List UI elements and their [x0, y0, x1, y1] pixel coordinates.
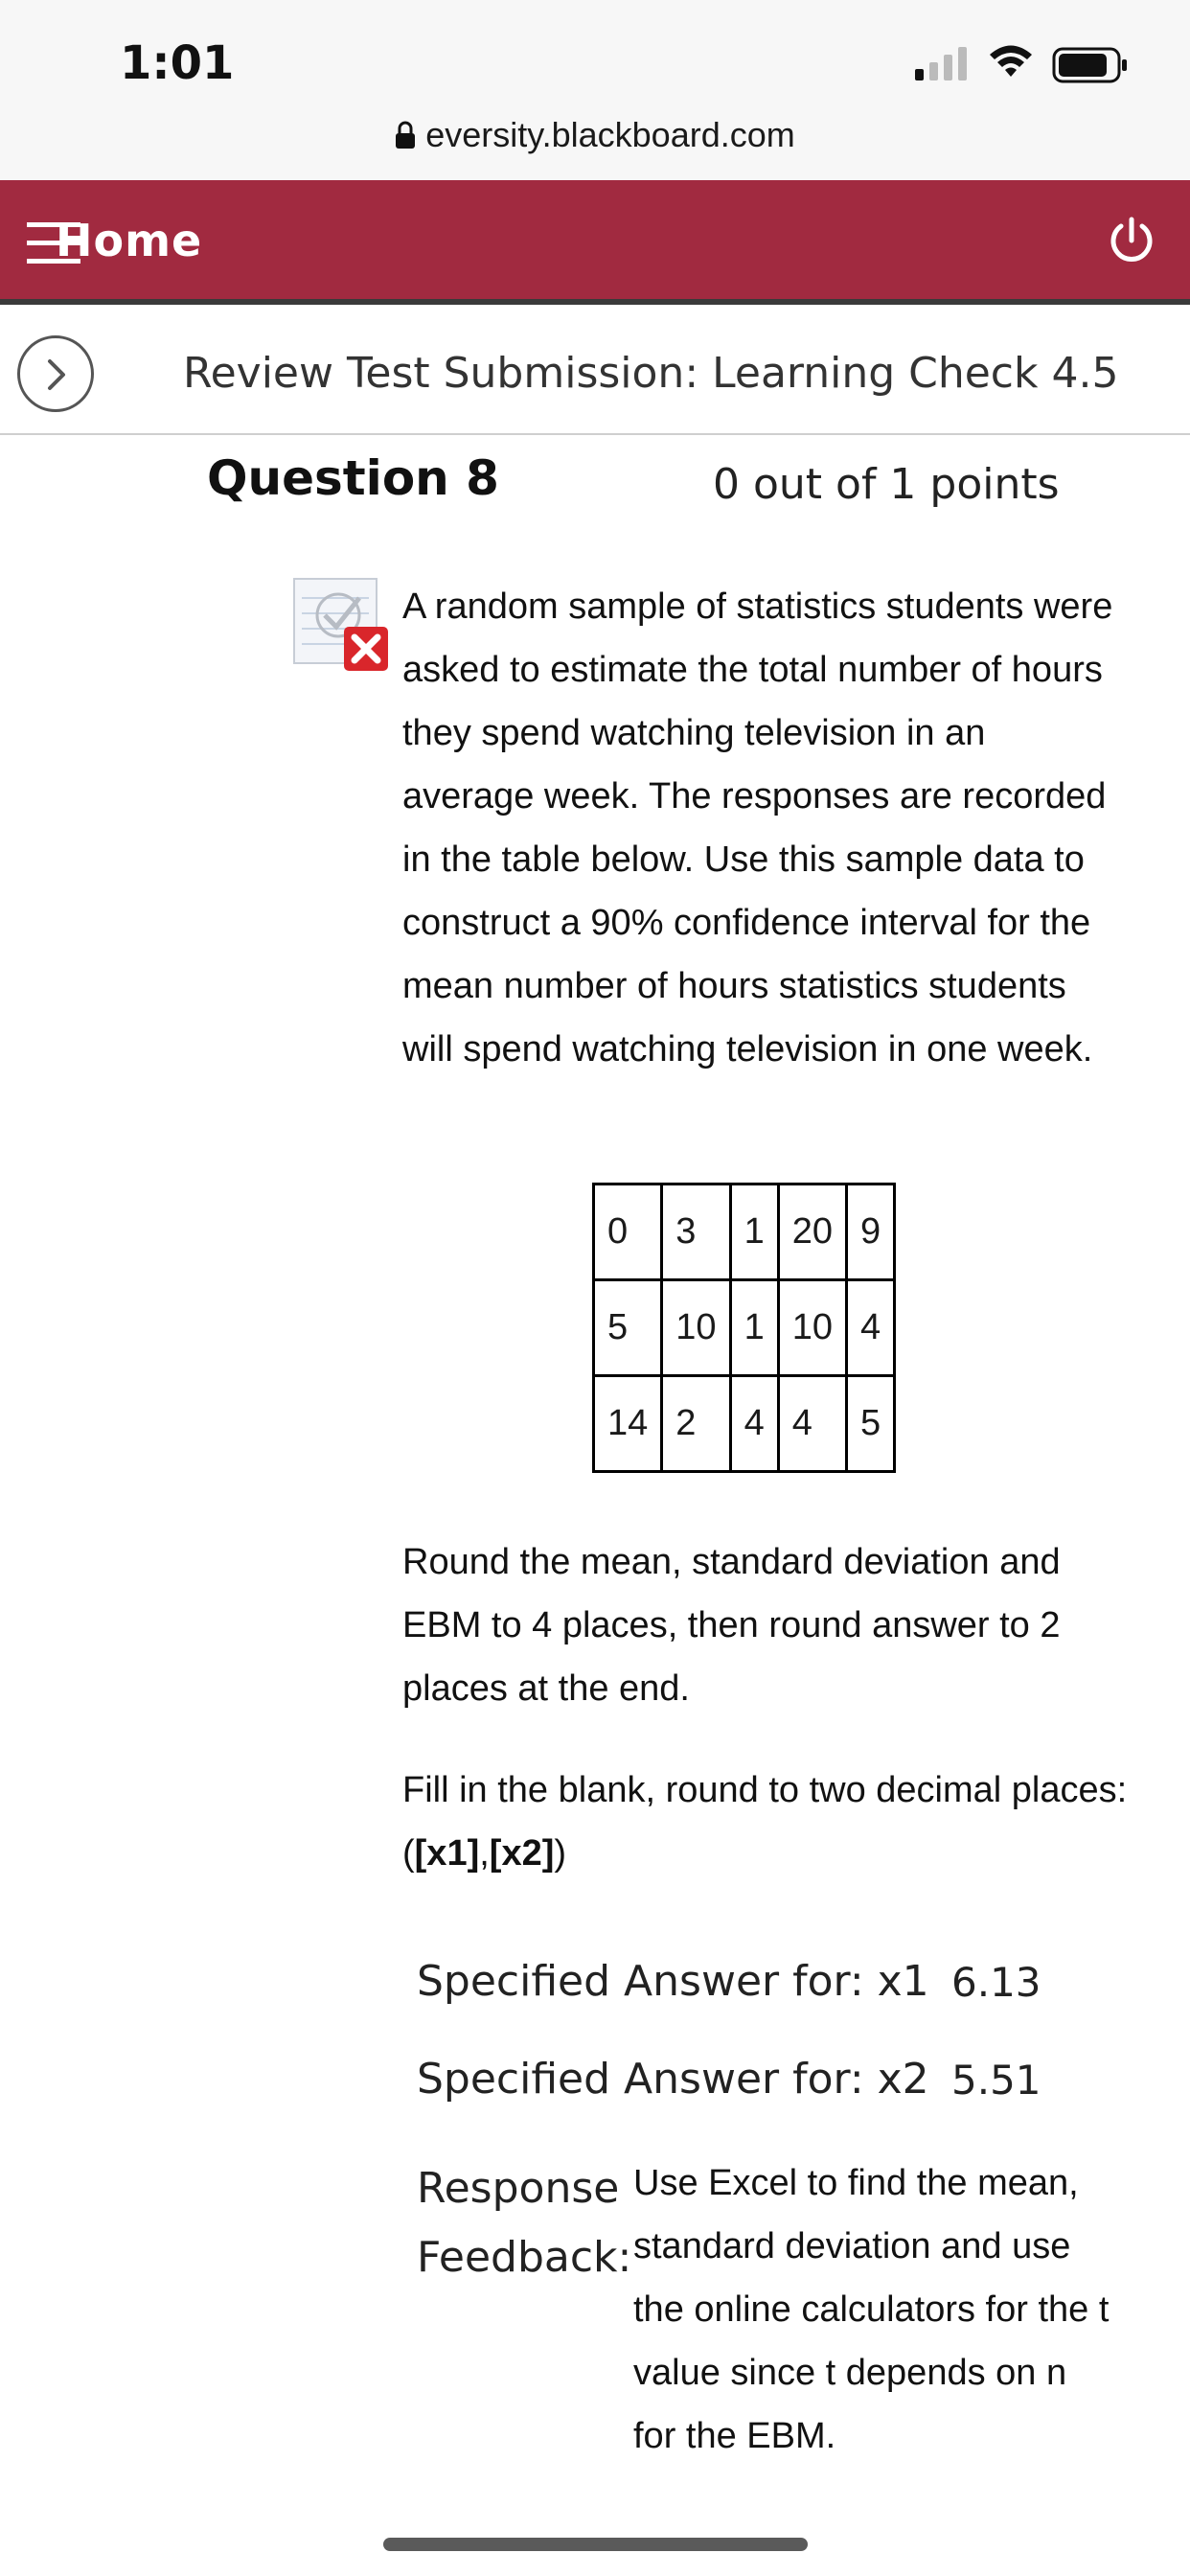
- table-cell: 4: [730, 1376, 778, 1472]
- question-title: Question 8: [207, 450, 499, 506]
- table-cell: 10: [778, 1280, 846, 1376]
- table-row: [594, 1280, 895, 1376]
- fill-prefix: Fill in the blank, round to two decimal places: (: [402, 1770, 1128, 1874]
- table-cell: 1: [730, 1280, 778, 1376]
- blank-x2-label: [x2]: [489, 1833, 555, 1874]
- feedback-label-line2: Feedback:: [417, 2233, 632, 2282]
- cellular-signal-icon: [915, 46, 969, 80]
- expand-nav-button[interactable]: [17, 335, 94, 412]
- page-titlebar: [0, 310, 1190, 435]
- table-cell: 4: [778, 1376, 846, 1472]
- question-points: 0 out of 1 points: [713, 460, 1060, 509]
- table-cell: 10: [662, 1280, 730, 1376]
- table-cell: 4: [846, 1280, 894, 1376]
- fill-comma: ,: [479, 1833, 490, 1874]
- status-time: 1:01: [120, 36, 235, 90]
- power-logout-icon[interactable]: [1106, 215, 1157, 266]
- feedback-label-line1: Response: [417, 2164, 620, 2213]
- question-text: A random sample of statistics students were asked to estimate the total number of hours they spend watching television in an average week. The responses are recorded in the table below. Use this sample data to construct a 90% confidence interval for the mean number of hours statistics students will spend watching television in one week.: [402, 586, 1113, 1070]
- answer-x2-value: 5.51: [951, 2057, 1041, 2104]
- url-text: eversity.blackboard.com: [425, 115, 795, 154]
- answer-x1-label: Specified Answer for: x1: [417, 1957, 929, 2006]
- fill-suffix: ): [554, 1833, 567, 1874]
- table-row: [594, 1376, 895, 1472]
- answer-x1-value: 6.13: [951, 1959, 1041, 2006]
- app-header: [0, 180, 1190, 305]
- incorrect-answer-icon: [292, 575, 392, 675]
- home-indicator-bar[interactable]: [383, 2538, 808, 2551]
- home-label: Home: [56, 215, 203, 266]
- table-cell: 9: [846, 1184, 894, 1280]
- blank-x1-label: [x1]: [414, 1833, 480, 1874]
- feedback-label: [417, 2154, 632, 2292]
- table-cell: 3: [662, 1184, 730, 1280]
- wifi-icon: [987, 42, 1035, 80]
- page-title: Review Test Submission: Learning Check 4.5: [183, 349, 1119, 398]
- answer-x2-label: Specified Answer for: x2: [417, 2055, 929, 2104]
- table-cell: 14: [594, 1376, 662, 1472]
- address-bar[interactable]: [0, 115, 1190, 155]
- table-cell: 1: [730, 1184, 778, 1280]
- data-table: [592, 1183, 896, 1473]
- rounding-instruction: Round the mean, standard deviation and EBM to 4 places, then round answer to 2 places at the end.: [402, 1542, 1061, 1709]
- lock-icon: [395, 121, 416, 150]
- fill-in-instruction: [402, 1759, 1131, 1885]
- table-cell: 2: [662, 1376, 730, 1472]
- table-cell: 5: [846, 1376, 894, 1472]
- browser-top-bar: [0, 0, 1190, 180]
- battery-icon: [1052, 46, 1129, 84]
- chevron-right-icon: [41, 356, 74, 394]
- table-cell: 0: [594, 1184, 662, 1280]
- table-row: [594, 1184, 895, 1280]
- feedback-text: Use Excel to find the mean, standard deviation and use the online calculators for the t value since t depends on n for the EBM.: [633, 2163, 1110, 2456]
- table-cell: 20: [778, 1184, 846, 1280]
- table-cell: 5: [594, 1280, 662, 1376]
